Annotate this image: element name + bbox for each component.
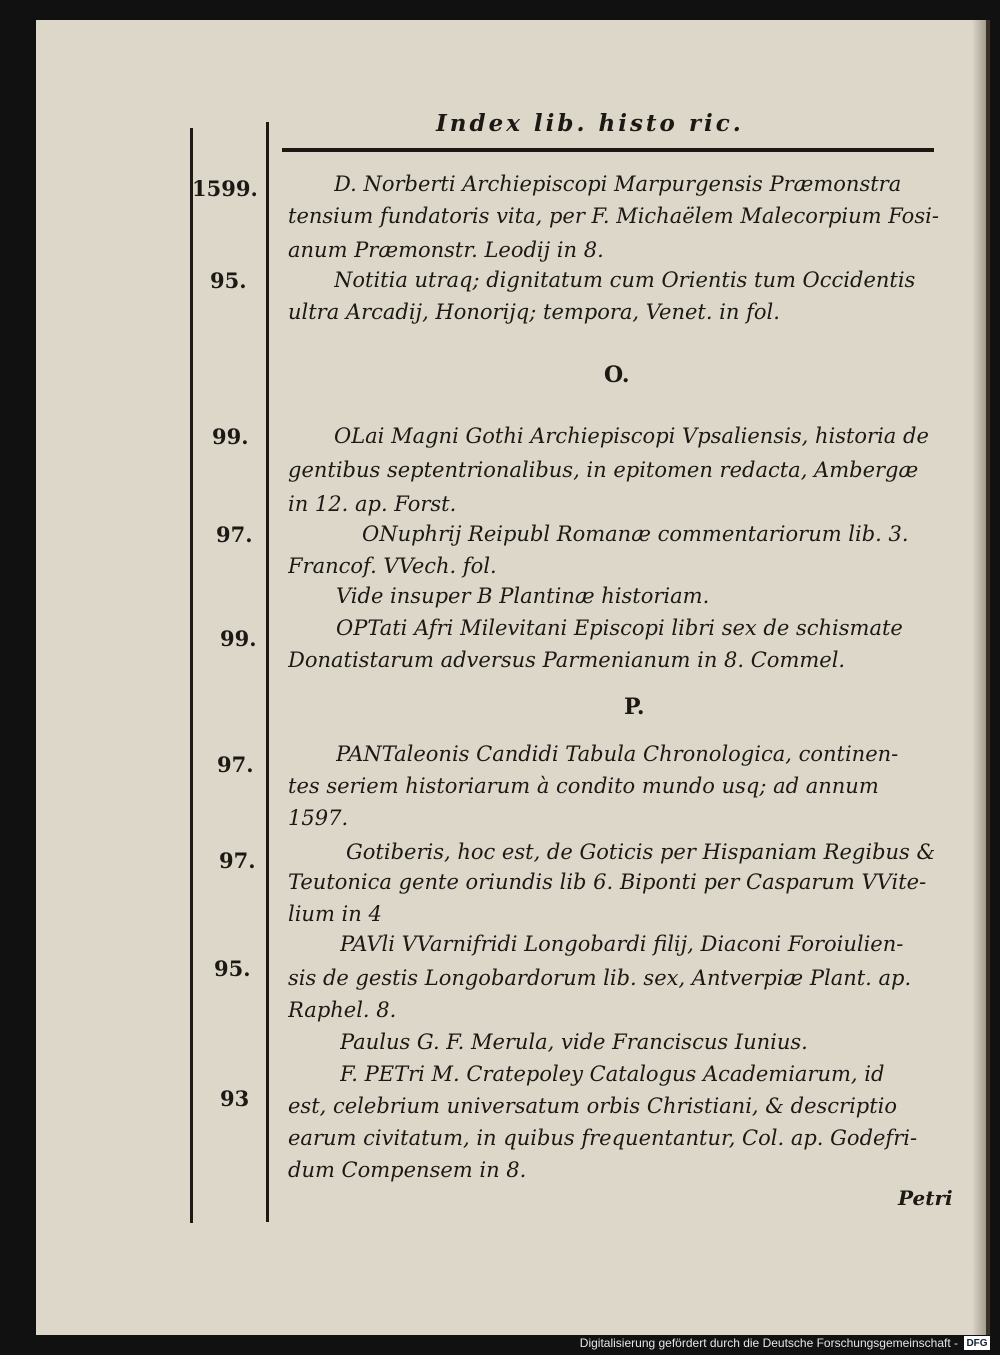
text-line: gentibus septentrionalibus, in epitomen redacta, Ambergæ bbox=[288, 458, 919, 482]
margin-year: 97. bbox=[216, 522, 253, 547]
funding-credit bbox=[580, 1334, 990, 1352]
text-line: anum Præmonstr. Leodij in 8. bbox=[288, 238, 604, 262]
text-line: F. PETri M. Cratepoley Catalogus Academiarum, id bbox=[340, 1062, 885, 1086]
text-line: Gotiberis, hoc est, de Goticis per Hispaniam Regibus & bbox=[346, 840, 936, 864]
margin-year: 93 bbox=[220, 1086, 250, 1111]
margin-year: 95. bbox=[210, 268, 247, 293]
text-line: est, celebrium universatum orbis Christiani, & descriptio bbox=[288, 1094, 898, 1118]
text-line: Raphel. 8. bbox=[288, 998, 397, 1022]
margin-year: 99. bbox=[220, 626, 257, 651]
text-line: lium in 4 bbox=[288, 902, 382, 926]
dfg-logo: DFG bbox=[964, 1336, 990, 1350]
text-line: earum civitatum, in quibus frequentantur, Col. ap. Godefri- bbox=[288, 1126, 918, 1150]
catchword: Petri bbox=[898, 1186, 953, 1210]
text-line: dum Compensem in 8. bbox=[288, 1158, 527, 1182]
margin-year: 1599. bbox=[192, 176, 258, 201]
text-line: PANTaleonis Candidi Tabula Chronologica, continen- bbox=[336, 742, 899, 766]
text-line: OLai Magni Gothi Archiepiscopi Vpsaliensis, historia de bbox=[334, 424, 929, 448]
header-rule bbox=[282, 148, 934, 152]
text-line: Notitia utraq; dignitatum cum Orientis tum Occidentis bbox=[334, 268, 916, 292]
margin-year: 97. bbox=[217, 752, 254, 777]
text-line: ONuphrij Reipubl Romanæ commentariorum lib. 3. bbox=[362, 522, 909, 546]
text-line: ultra Arcadij, Honorijq; tempora, Venet. in fol. bbox=[288, 300, 780, 324]
text-line: Francof. VVech. fol. bbox=[288, 554, 497, 578]
text-line: OPTati Afri Milevitani Episcopi libri sex de schismate bbox=[336, 616, 903, 640]
text-line: in 12. ap. Forst. bbox=[288, 492, 457, 516]
text-line: Teutonica gente oriundis lib 6. Biponti per Casparum VVite- bbox=[288, 870, 927, 894]
text-line: sis de gestis Longobardorum lib. sex, Antverpiæ Plant. ap. bbox=[288, 966, 912, 990]
credit-text: Digitalisierung gefördert durch die Deutsche Forschungsgemeinschaft - bbox=[579, 1336, 958, 1350]
text-line: tensium fundatoris vita, per F. Michaëlem Malecorpium Fosi- bbox=[288, 204, 939, 228]
left-margin-rule bbox=[190, 128, 193, 1223]
text-line: Donatistarum adversus Parmenianum in 8. Commel. bbox=[288, 648, 846, 672]
text-line: tes seriem historiarum à condito mundo usq; ad annum bbox=[288, 774, 879, 798]
margin-year: 95. bbox=[214, 956, 251, 981]
running-header: Index lib. histo ric. bbox=[436, 110, 744, 137]
text-line: 1597. bbox=[288, 806, 349, 830]
section-letter-o: O. bbox=[604, 362, 630, 388]
text-line: PAVli VVarnifridi Longobardi filij, Diaconi Foroiulien- bbox=[340, 932, 904, 956]
text-line: Vide insuper B Plantinæ historiam. bbox=[336, 584, 710, 608]
text-line: Paulus G. F. Merula, vide Franciscus Iunius. bbox=[340, 1030, 808, 1054]
margin-year: 99. bbox=[212, 424, 249, 449]
margin-year: 97. bbox=[219, 848, 256, 873]
text-margin-rule bbox=[266, 122, 269, 1222]
text-line: D. Norberti Archiepiscopi Marpurgensis Præmonstra bbox=[334, 172, 902, 196]
section-letter-p: P. bbox=[624, 694, 645, 720]
